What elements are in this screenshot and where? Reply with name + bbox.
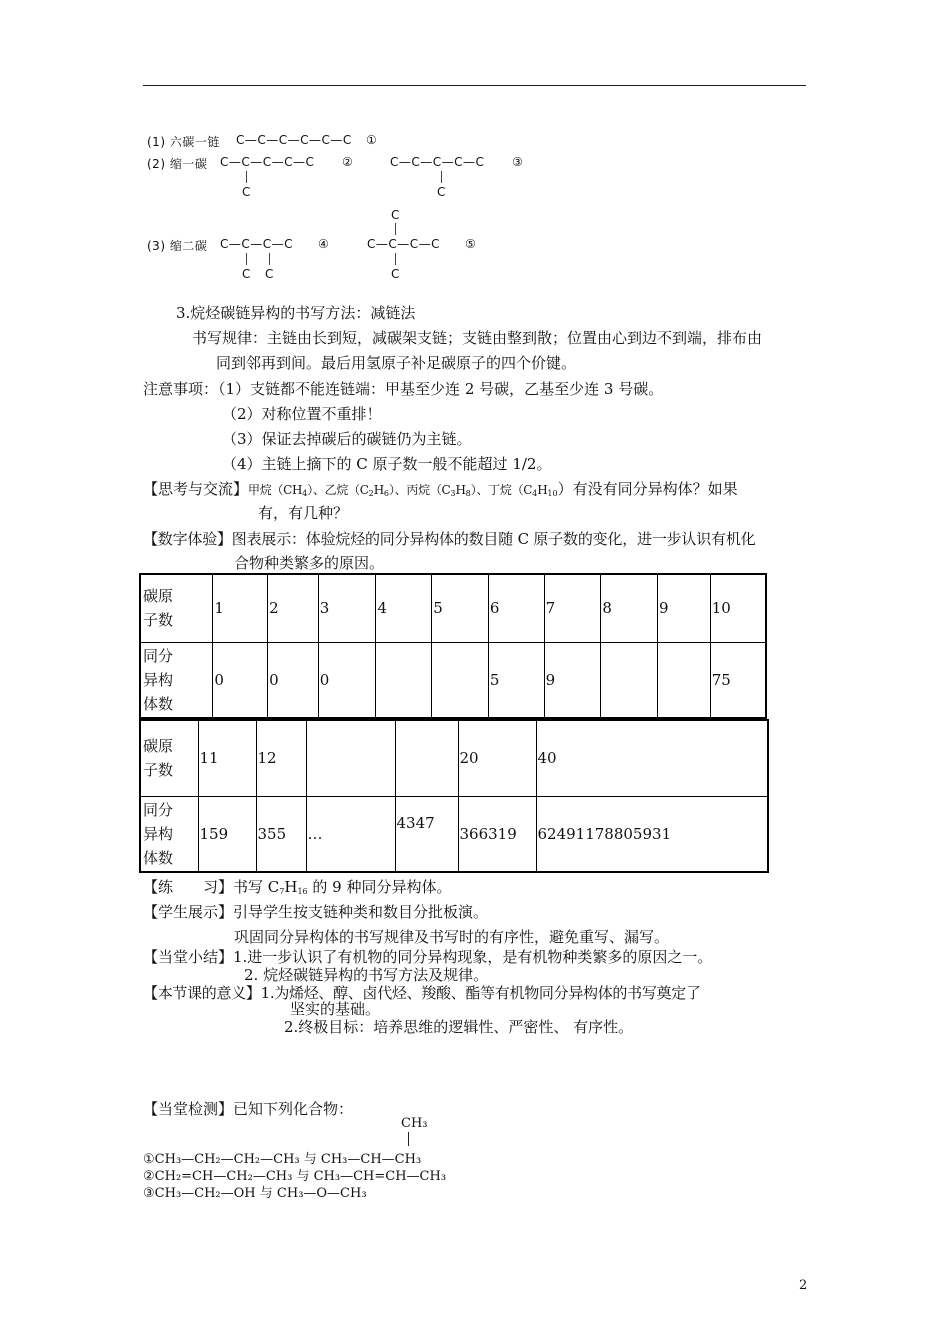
table-row (140, 720, 768, 796)
header-text: 体数 (143, 848, 174, 867)
rule-text-line2: 同到邻再到间。最后用氢原子补足碳原子的四个价键。 (216, 354, 577, 372)
diagram-chain-1: C—C—C—C—C—C (236, 133, 352, 147)
diagram-bottom-3b: C (391, 267, 400, 281)
think-text: H (373, 483, 384, 497)
header-text: 异构 (143, 824, 174, 843)
header-text: 子数 (143, 761, 174, 780)
diagram-number-1: ① (366, 133, 378, 147)
think-text: H (537, 483, 548, 497)
table-row (140, 574, 766, 642)
table-cell (658, 642, 711, 718)
table-cell: 75 (710, 642, 766, 718)
diagram-branch-2a: C (242, 185, 251, 199)
diagram-top-3b: C (391, 208, 400, 222)
table-cell (376, 642, 432, 718)
note-2: （2）对称位置不重排！ (222, 405, 382, 423)
table-cell: 159 (198, 796, 256, 872)
compound-pair-1: ①CH₃—CH₂—CH₂—CH₃ 与 CH₃—CH—CH₃ (143, 1152, 422, 1167)
summary-line2: 2. 烷烃碳链异构的书写方法及规律。 (244, 966, 489, 984)
diagram-number-3a: ④ (318, 237, 330, 251)
page-number: 2 (799, 1278, 808, 1293)
diagram-label-2: (2) 缩一碳 (147, 157, 208, 171)
subscript: 10 (547, 489, 558, 498)
bond-line (269, 253, 270, 265)
subscript: 4 (532, 489, 538, 498)
compound-pair-2: ②CH₂=CH—CH₂—CH₃ 与 CH₃—CH=CH—CH₃ (143, 1169, 447, 1184)
rule-text-line1: 书写规律：主链由长到短，减碳架支链；支链由整到散；位置由心到边不到端，排布由 (192, 329, 763, 347)
table-cell: 7 (544, 574, 601, 642)
table-cell: 4 (376, 574, 432, 642)
digital-line1: 【数字体验】图表展示：体验烷烃的同分异构体的数目随 C 原子数的变化，进一步认识有机化 (143, 530, 756, 548)
diagram-number-3b: ⑤ (465, 237, 477, 251)
diagram-branch-2b: C (437, 185, 446, 199)
table-cell: 366319 (458, 796, 536, 872)
summary-line1: 【当堂小结】1.进一步认识了有机物的同分异构现象，是有机物种类繁多的原因之一。 (143, 948, 713, 966)
subscript: 16 (297, 887, 308, 896)
table-header-cell (140, 574, 213, 642)
header-rule (143, 85, 806, 86)
think-line2: 有，有几种？ (258, 504, 349, 522)
header-text: 碳原 (143, 587, 174, 606)
subscript: 6 (383, 489, 390, 498)
subscript: 3 (450, 489, 456, 498)
bond-line (246, 253, 247, 265)
header-text: 碳原 (143, 737, 174, 756)
think-text: ）、丁烷（C (470, 483, 533, 497)
diagram-label-3: (3) 缩二碳 (147, 239, 208, 253)
think-text: ）、丙烷（C (389, 483, 451, 497)
think-text: 甲烷（CH (248, 483, 303, 497)
header-text: 异构 (143, 670, 174, 689)
table-cell: 10 (710, 574, 766, 642)
subscript: 2 (368, 489, 374, 498)
table-cell: 9 (544, 642, 601, 718)
table-cell (601, 642, 658, 718)
table-cell (432, 642, 489, 718)
table-cell: 1 (213, 574, 268, 642)
table-cell: 9 (658, 574, 711, 642)
table-cell (395, 720, 458, 796)
table-cell: 355 (256, 796, 306, 872)
diagram-chain-3b: C—C—C—C (367, 237, 441, 251)
table-cell: 0 (213, 642, 268, 718)
table-row (140, 642, 766, 718)
note-1: 注意事项：（1）支链都不能连链端：甲基至少连 2 号碳，乙基至少连 3 号碳。 (143, 380, 664, 398)
consolidate-line: 巩固同分异构体的书写规律及书写时的有序性，避免重写、漏写。 (234, 928, 670, 946)
diagram-number-2a: ② (342, 155, 354, 169)
bond-line (441, 171, 442, 183)
table-cell: 20 (458, 720, 536, 796)
subscript: 8 (465, 489, 471, 498)
isomer-table-2 (139, 719, 769, 873)
practice-text: 的 9 种同分异构体。 (307, 878, 452, 896)
bond-line (395, 253, 396, 265)
diagram-number-2b: ③ (512, 155, 524, 169)
subscript: 4 (302, 489, 308, 498)
note-4: （4）主链上摘下的 C 原子数一般不能超过 1/2。 (222, 455, 552, 473)
practice-text: H (284, 878, 298, 896)
table-cell: 3 (318, 574, 376, 642)
meaning-line1: 【本节课的意义】1.为烯烃、醇、卤代烃、羧酸、酯等有机物同分异构体的书写奠定了 (143, 984, 701, 1002)
table-cell: 0 (318, 642, 376, 718)
practice-tag: 【练 习】 (143, 878, 234, 896)
think-text: ）、乙烷（C (307, 483, 369, 497)
note-3: （3）保证去掉碳后的碳链仍为主链。 (222, 430, 472, 448)
header-text: 同分 (143, 646, 174, 665)
student-show-line: 【学生展示】引导学生按支链种类和数目分批板演。 (143, 903, 489, 921)
diagram-branch-3a2: C (265, 267, 274, 281)
table-cell: 62491178805931 (536, 796, 768, 872)
think-text: ）有没有同分异构体？如果 (557, 480, 738, 498)
table-cell: … (306, 796, 395, 872)
table-header-cell (140, 796, 198, 872)
method-heading: 3.烷烃碳链异构的书写方法：减链法 (176, 304, 416, 322)
diagram-chain-2a: C—C—C—C—C (220, 155, 315, 169)
table-cell: 8 (601, 574, 658, 642)
branch-methyl: CH₃ (401, 1116, 428, 1131)
bond-line (395, 223, 396, 235)
think-tag: 【思考与交流】 (143, 480, 249, 498)
table-header-cell (140, 642, 213, 718)
table-cell: 11 (198, 720, 256, 796)
table-cell: 5 (432, 574, 489, 642)
diagram-chain-3a: C—C—C—C (220, 237, 294, 251)
table-header-cell (140, 720, 198, 796)
meaning-line2: 坚实的基础。 (290, 1000, 381, 1018)
header-text: 体数 (143, 694, 174, 713)
think-question (143, 478, 738, 499)
digital-line2: 合物种类繁多的原因。 (234, 554, 385, 572)
isomer-table-1 (139, 573, 767, 719)
diagram-chain-2b: C—C—C—C—C (390, 155, 485, 169)
think-text: H (455, 483, 466, 497)
compound-pair-3: ③CH₃—CH₂—OH 与 CH₃—O—CH₃ (143, 1186, 367, 1201)
table-row (140, 796, 768, 872)
table-cell: 4347 (395, 796, 458, 872)
bond-line (408, 1132, 409, 1146)
test-heading: 【当堂检测】已知下列化合物： (143, 1100, 354, 1118)
table-cell: 6 (488, 574, 544, 642)
header-text: 同分 (143, 800, 174, 819)
table-cell: 40 (536, 720, 768, 796)
diagram-label-1: (1) 六碳一链 (147, 135, 220, 149)
meaning-line3: 2.终极目标：培养思维的逻辑性、严密性、 有序性。 (284, 1018, 634, 1036)
subscript: 7 (279, 887, 285, 896)
practice-line (143, 876, 452, 897)
table-cell: 12 (256, 720, 306, 796)
practice-text: 书写 C (233, 878, 280, 896)
bond-line (246, 171, 247, 183)
diagram-branch-3a1: C (242, 267, 251, 281)
table-cell (306, 720, 395, 796)
table-cell: 2 (268, 574, 319, 642)
header-text: 子数 (143, 611, 174, 630)
table-cell: 5 (488, 642, 544, 718)
table-cell: 0 (268, 642, 319, 718)
